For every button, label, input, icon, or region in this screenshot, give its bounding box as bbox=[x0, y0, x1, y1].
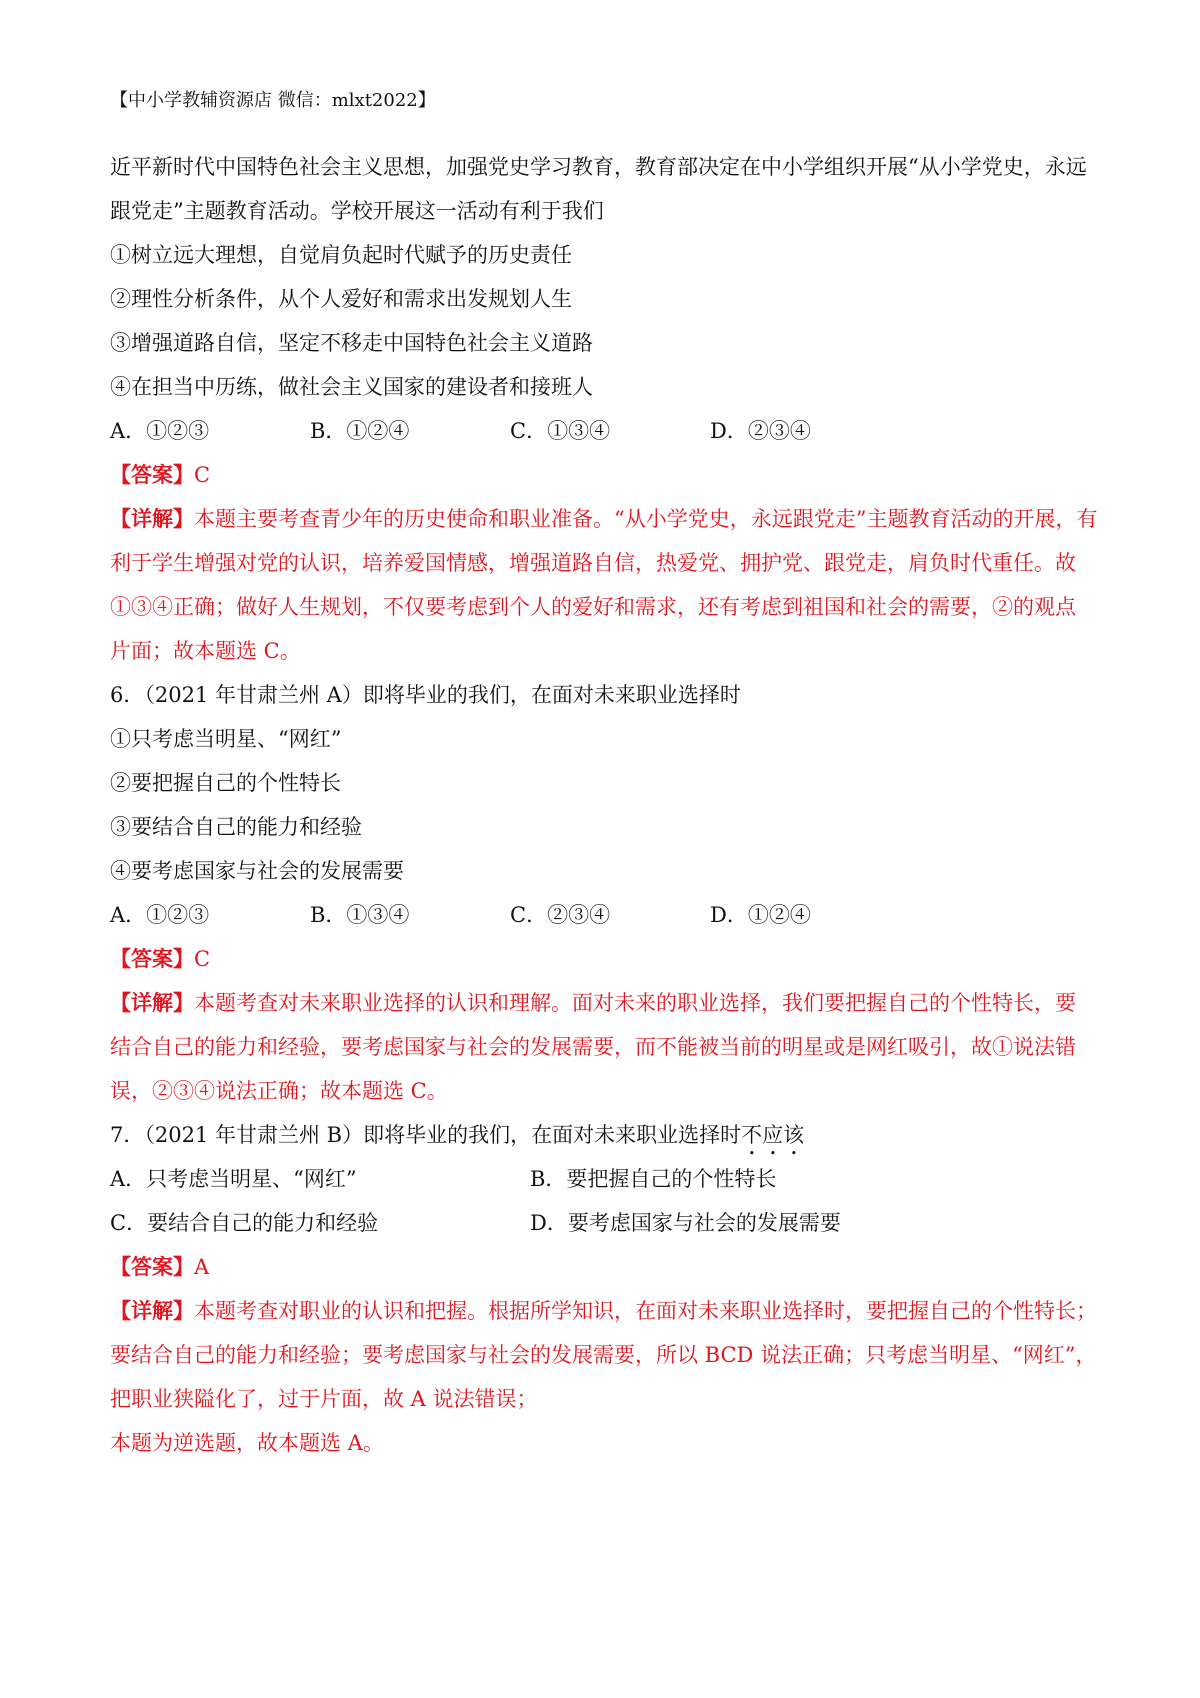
q5-stem-line2: 跟党走”主题教育活动。学校开展这一活动有利于我们 bbox=[110, 199, 604, 223]
q6-item-3: ③要结合自己的能力和经验 bbox=[110, 815, 362, 839]
q5-item-3: ③增强道路自信，坚定不移走中国特色社会主义道路 bbox=[110, 331, 593, 355]
q6-detail-tag: 【详解】 bbox=[110, 990, 194, 1015]
q5-detail-line2: 利于学生增强对党的认识，培养爱国情感，增强道路自信，热爱党、拥护党、跟党走，肩负时代重任。故 bbox=[110, 551, 1076, 575]
q5-option-b: B．①②④ bbox=[310, 419, 410, 443]
q6-item-2: ②要把握自己的个性特长 bbox=[110, 771, 341, 795]
q5-answer bbox=[110, 460, 1100, 490]
q5-item-4: ④在担当中历练，做社会主义国家的建设者和接班人 bbox=[110, 375, 593, 399]
q7-detail-text1: 本题考查对职业的认识和把握。根据所学知识，在面对未来职业选择时，要把握自己的个性特长； bbox=[194, 1299, 1097, 1323]
q7-detail-line3: 把职业狭隘化了，过于片面，故 A 说法错误； bbox=[110, 1387, 538, 1411]
q7-answer bbox=[110, 1252, 1100, 1282]
q7-option-d: D．要考虑国家与社会的发展需要 bbox=[530, 1211, 841, 1235]
q6-item-1: ①只考虑当明星、“网红” bbox=[110, 727, 342, 751]
q7-detail-line1 bbox=[110, 1296, 1100, 1326]
q6-stem: 6．（2021 年甘肃兰州 A）即将毕业的我们，在面对未来职业选择时 bbox=[110, 683, 741, 707]
q6-answer-value: C bbox=[194, 947, 211, 971]
q5-item-1: ①树立远大理想，自觉肩负起时代赋予的历史责任 bbox=[110, 243, 572, 267]
q5-stem-line1: 近平新时代中国特色社会主义思想，加强党史学习教育，教育部决定在中小学组织开展“从小学党史，永远 bbox=[110, 155, 1087, 179]
q5-option-a: A．①②③ bbox=[110, 419, 210, 443]
q6-item-4: ④要考虑国家与社会的发展需要 bbox=[110, 859, 404, 883]
q6-detail-line2: 结合自己的能力和经验，要考虑国家与社会的发展需要，而不能被当前的明星或是网红吸引，故①说法错 bbox=[110, 1035, 1076, 1059]
q5-answer-tag: 【答案】 bbox=[110, 462, 194, 487]
q7-stem-text: 7．（2021 年甘肃兰州 B）即将毕业的我们，在面对未来职业选择时 bbox=[110, 1123, 742, 1147]
q5-option-c: C．①③④ bbox=[510, 419, 611, 443]
q5-detail-line4: 片面；故本题选 C。 bbox=[110, 639, 301, 663]
page-header: 【中小学教辅资源店 微信：mlxt2022】 bbox=[110, 90, 436, 111]
q5-detail-text1: 本题主要考查青少年的历史使命和职业准备。“从小学党史，永远跟党走”主题教育活动的开展，有 bbox=[194, 507, 1098, 531]
q6-option-c: C．②③④ bbox=[510, 903, 611, 927]
q7-option-a: A．只考虑当明星、“网红” bbox=[110, 1167, 357, 1191]
q6-answer bbox=[110, 944, 1100, 974]
q7-option-c: C．要结合自己的能力和经验 bbox=[110, 1211, 379, 1235]
q7-detail-line2: 要结合自己的能力和经验；要考虑国家与社会的发展需要，所以 BCD 说法正确；只考虑当明星、“网红”， bbox=[110, 1343, 1097, 1367]
q5-option-d: D．②③④ bbox=[710, 419, 811, 443]
q5-answer-value: C bbox=[194, 463, 211, 487]
q6-option-a: A．①②③ bbox=[110, 903, 210, 927]
q5-detail-tag: 【详解】 bbox=[110, 506, 194, 531]
q7-answer-value: A bbox=[194, 1255, 210, 1279]
q6-detail-line3: 误，②③④说法正确；故本题选 C。 bbox=[110, 1079, 448, 1103]
q7-stem-emphasis: 不应该 bbox=[741, 1123, 805, 1147]
q5-item-2: ②理性分析条件，从个人爱好和需求出发规划人生 bbox=[110, 287, 572, 311]
q6-option-d: D．①②④ bbox=[710, 903, 811, 927]
q7-answer-tag: 【答案】 bbox=[110, 1254, 194, 1279]
q7-option-b: B．要把握自己的个性特长 bbox=[530, 1167, 777, 1191]
q6-detail-text1: 本题考查对未来职业选择的认识和理解。面对未来的职业选择，我们要把握自己的个性特长，要 bbox=[194, 991, 1076, 1015]
q6-option-b: B．①③④ bbox=[310, 903, 410, 927]
q7-detail-line4: 本题为逆选题，故本题选 A。 bbox=[110, 1431, 384, 1455]
q5-detail-line1 bbox=[110, 504, 1100, 534]
q7-detail-tag: 【详解】 bbox=[110, 1298, 194, 1323]
q7-stem bbox=[110, 1120, 1100, 1160]
q6-answer-tag: 【答案】 bbox=[110, 946, 194, 971]
q5-detail-line3: ①③④正确；做好人生规划，不仅要考虑到个人的爱好和需求，还有考虑到祖国和社会的需要，②的观点 bbox=[110, 595, 1076, 619]
q6-detail-line1 bbox=[110, 988, 1100, 1018]
